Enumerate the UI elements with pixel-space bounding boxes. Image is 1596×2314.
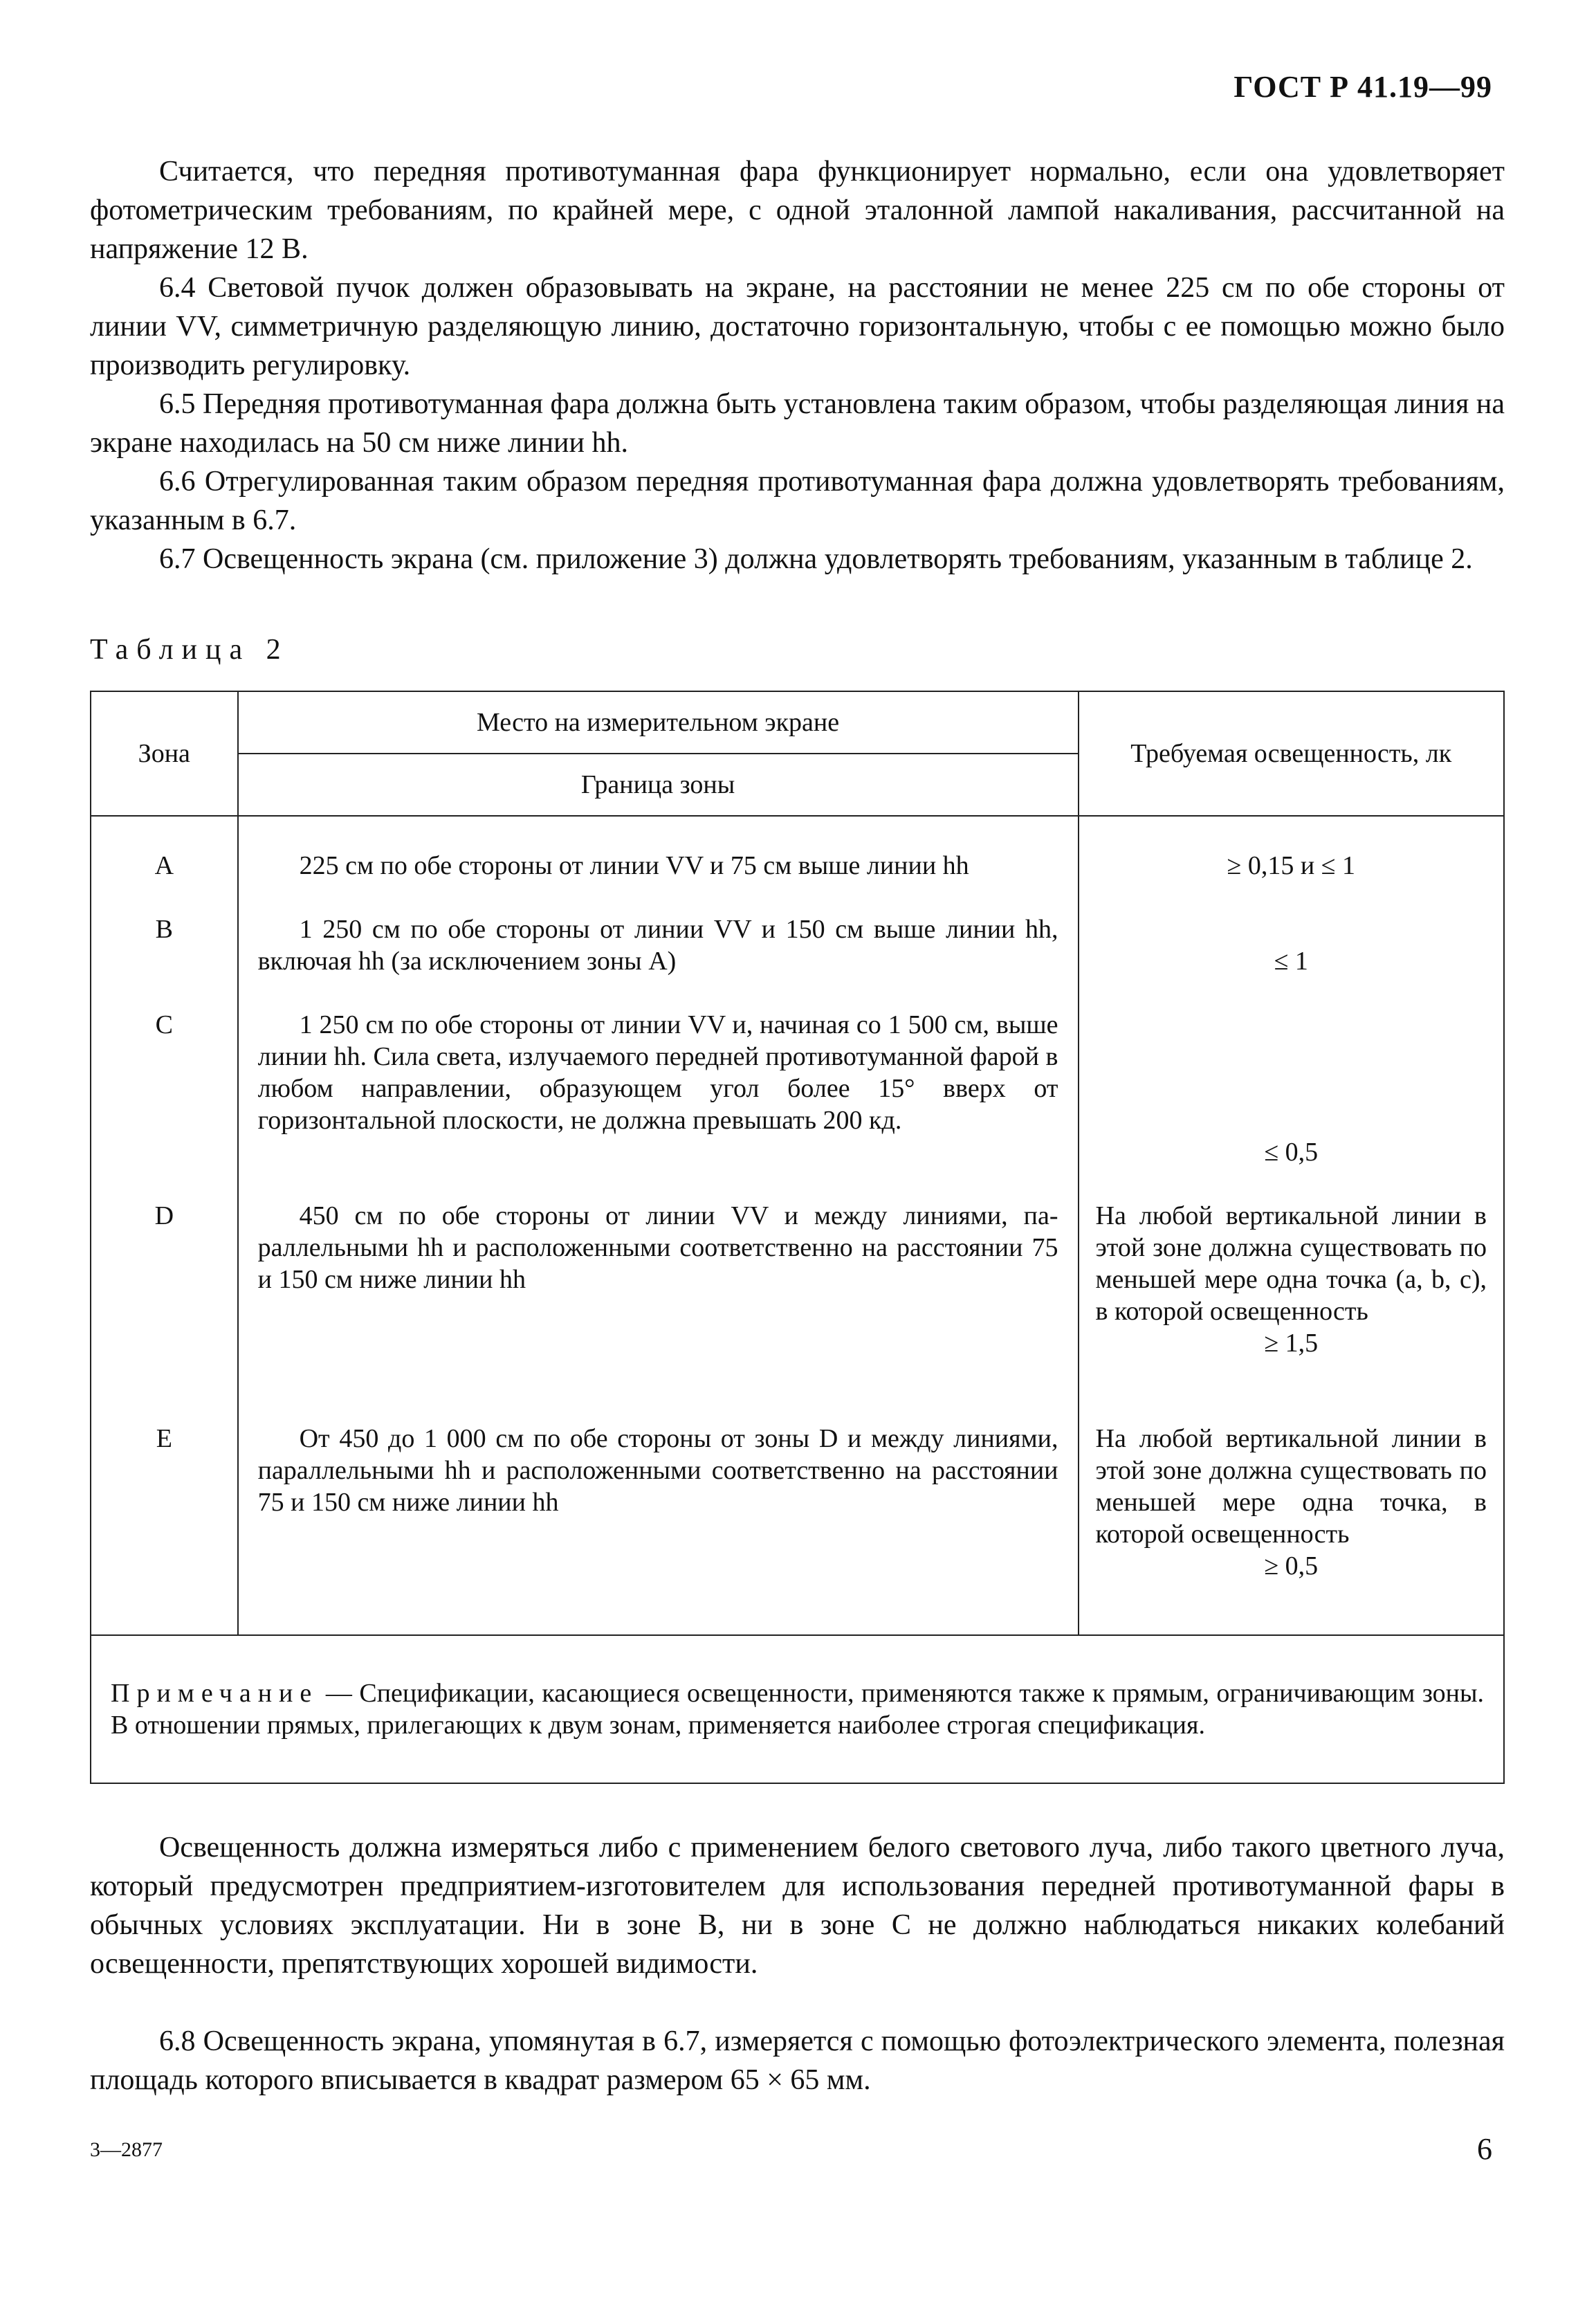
zone-label: A bbox=[154, 851, 174, 880]
zone-label: D bbox=[154, 1201, 174, 1230]
zone-boundary: 1 250 см по обе стороны от линии VV и 150 см выше линии hh, включая hh (за исключением зоны A) bbox=[257, 915, 1058, 976]
zones-column bbox=[91, 816, 238, 1635]
required-value: ≥ 1,5 bbox=[1264, 1329, 1319, 1358]
document-number: ГОСТ Р 41.19—99 bbox=[1233, 70, 1492, 104]
header-zone: Зона bbox=[91, 691, 238, 816]
required-value: ≤ 1 bbox=[1274, 947, 1308, 976]
page-number: 6 bbox=[1477, 2132, 1492, 2166]
required-text: На любой вертикальной линии в этой зоне должна существовать по меньшей мере одна точка (a, b, c), в которой освещенность bbox=[1095, 1201, 1487, 1326]
zone-label: B bbox=[155, 915, 173, 944]
required-text: На любой вертикальной линии в этой зоне должна существовать по меньшей мере одна точка, в которой освещенность bbox=[1095, 1424, 1487, 1549]
required-value: ≤ 0,5 bbox=[1264, 1138, 1319, 1167]
required-value: ≥ 0,15 и ≤ 1 bbox=[1227, 851, 1356, 880]
requirements-column bbox=[1079, 816, 1505, 1635]
illumination-table bbox=[90, 691, 1505, 1784]
intro-paragraph-3: 6.5 Передняя противотуманная фара должна быть установлена таким образом, чтобы разделяющая линия на экране находилась на 50 см ниже линии hh. bbox=[90, 388, 1505, 459]
zone-label: E bbox=[156, 1424, 172, 1453]
note-label: Примечание bbox=[111, 1679, 319, 1708]
header-place: Место на измерительном экране bbox=[238, 691, 1079, 754]
zone-boundary: 225 см по обе стороны от линии VV и 75 см выше линии hh bbox=[299, 851, 969, 880]
table-note bbox=[91, 1635, 1504, 1783]
intro-paragraph-1: Считается, что передняя противотуманная фара функционирует нормально, если она удовлетворяет фотометрическим требованиям, по крайней мере, с одной эталонной лампой накаливания, рассчитанной на напряжение 12 В. bbox=[90, 156, 1505, 265]
footer-code: 3—2877 bbox=[90, 2138, 163, 2161]
after-paragraph-2: 6.8 Освещенность экрана, упомянутая в 6.7, измеряется с помощью фотоэлектрического элемента, полезная площадь которого вписывается в квадрат размером 65 × 65 мм. bbox=[90, 2025, 1505, 2096]
intro-paragraph-2: 6.4 Световой пучок должен образовывать на экране, на расстоянии не менее 225 см по обе стороны от линии VV, симметричную разделяющую линию, достаточно горизонтальную, чтобы с ее помощью можно было производить регулировку. bbox=[90, 272, 1505, 381]
intro-paragraph-4: 6.6 Отрегулированная таким образом передняя противотуманная фара должна удовлетворять требованиям, указанным в 6.7. bbox=[90, 466, 1505, 536]
header-boundary: Граница зоны bbox=[238, 754, 1079, 816]
table-caption: Таблица 2 bbox=[90, 634, 289, 666]
note-text: — Спецификации, касающиеся освещенности, применяются также к прямым, ограничивающим зоны. В отношении прямых, прилегающих к двум зонам, применяется наиболее строгая спецификация. bbox=[111, 1679, 1484, 1740]
after-paragraph-1: Освещенность должна измеряться либо с применением белого светового луча, либо такого цветного луча, который предусмотрен предприятием-изготовителем для использования передней противотуманной фары в обычных условиях эксплуатации. Ни в зоне B, ни в зоне C не должно наблюдаться никаких колебаний освещенности, препятствующих хорошей видимости. bbox=[90, 1832, 1505, 1980]
zone-boundary: 1 250 см по обе стороны от линии VV и, начиная со 1 500 см, выше линии hh. Сила света, излучаемого передней противотуманной фарой в любом направлении, образующем угол более 15° вверх от горизонтальной плоскости, не должна превышать 200 кд. bbox=[257, 1010, 1058, 1135]
boundaries-column bbox=[238, 816, 1079, 1635]
required-value: ≥ 0,5 bbox=[1264, 1551, 1319, 1580]
intro-paragraph-5: 6.7 Освещенность экрана (см. приложение 3) должна удовлетворять требованиям, указанным в таблице 2. bbox=[159, 543, 1473, 575]
header-required: Требуемая освещенность, лк bbox=[1079, 691, 1505, 816]
zone-boundary: От 450 до 1 000 см по обе стороны от зоны D и между линиями, параллельными hh и расположенными соответственно на расстоянии 75 и 150 см ниже линии hh bbox=[257, 1424, 1058, 1517]
zone-label: C bbox=[155, 1010, 173, 1039]
zone-boundary: 450 см по обе стороны от линии VV и между линиями, параллельными hh и расположенными соответственно на расстоянии 75 и 150 см ниже линии hh bbox=[257, 1201, 1058, 1294]
table-body-row bbox=[91, 816, 1504, 1635]
